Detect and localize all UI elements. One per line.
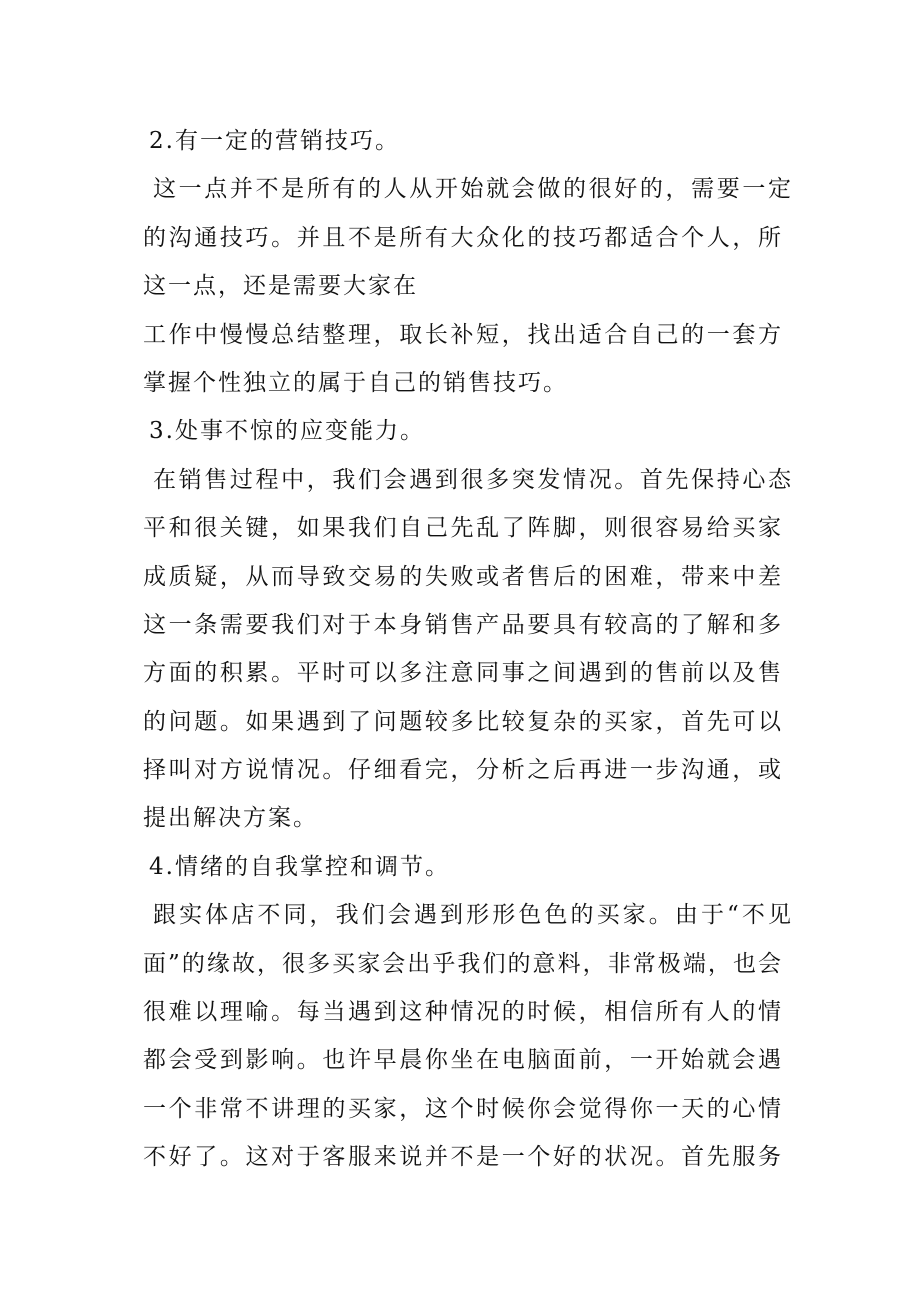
paragraph-line: 方面的积累。平时可以多注意同事之间遇到的售前以及售 [143, 660, 783, 687]
paragraph-line: 的沟通技巧。并且不是所有大众化的技巧都适合个人，所 [143, 224, 783, 251]
paragraph-line: 平和很关键，如果我们自己先乱了阵脚，则很容易给买家 [143, 515, 783, 542]
paragraph-line: 面”的缘故，很多买家会出乎我们的意料，非常极端，也会 [143, 950, 783, 977]
paragraph-line: 成质疑，从而导致交易的失败或者售后的困难，带来中差 [143, 563, 783, 590]
paragraph-line: 都会受到影响。也许早晨你坐在电脑面前，一开始就会遇 [143, 1047, 783, 1074]
heading-adaptability: 3.处事不惊的应变能力。 [149, 418, 425, 445]
paragraph-line: 工作中慢慢总结整理，取长补短，找出适合自己的一套方 [143, 321, 783, 348]
heading-marketing-skills: 2.有一定的营销技巧。 [149, 128, 400, 154]
paragraph-line: 一个非常不讲理的买家，这个时候你会觉得你一天的心情 [143, 1095, 783, 1122]
paragraph-line: 这一点，还是需要大家在 [143, 273, 418, 300]
paragraph-line: 跟实体店不同，我们会遇到形形色色的买家。由于“不见 [153, 902, 793, 929]
heading-emotion-control: 4.情绪的自我掌控和调节。 [149, 853, 450, 880]
paragraph-line: 的问题。如果遇到了问题较多比较复杂的买家，首先可以 [143, 708, 783, 735]
paragraph-line: 掌握个性独立的属于自己的销售技巧。 [143, 369, 568, 396]
document-page [143, 117, 793, 1182]
paragraph-line: 很难以理喻。每当遇到这种情况的时候，相信所有人的情 [143, 999, 783, 1026]
paragraph-line: 择叫对方说情况。仔细看完，分析之后再进一步沟通，或 [143, 757, 783, 784]
paragraph-line: 这一点并不是所有的人从开始就会做的很好的，需要一定 [153, 176, 793, 203]
paragraph-line: 提出解决方案。 [143, 805, 318, 832]
paragraph-line: 在销售过程中，我们会遇到很多突发情况。首先保持心态 [153, 466, 793, 493]
paragraph-line: 不好了。这对于客服来说并不是一个好的状况。首先服务 [143, 1144, 783, 1171]
paragraph-line: 这一条需要我们对于本身销售产品要具有较高的了解和多 [143, 611, 783, 638]
